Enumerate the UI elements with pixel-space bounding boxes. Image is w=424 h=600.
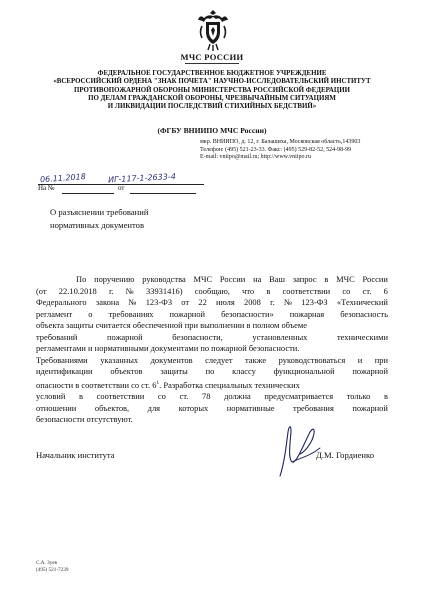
body-word: в — [79, 391, 84, 402]
reply-from-label: от — [118, 184, 125, 192]
body-line — [36, 309, 388, 321]
body-word: соответствии — [96, 391, 145, 402]
reply-no-label: На № — [38, 184, 55, 192]
body-line — [36, 332, 388, 344]
body-line — [36, 378, 388, 391]
body-word: должна — [224, 391, 251, 402]
body-word: России — [362, 274, 388, 284]
body-word: безопасности, — [172, 331, 223, 342]
registration-number: ИГ-117-1-2633-4 — [107, 171, 177, 185]
body-line — [36, 355, 388, 367]
body-word: условий — [36, 391, 66, 402]
subject-line: О разъяснении требований — [50, 207, 149, 217]
body-word: России — [219, 274, 246, 284]
body-word: следует — [205, 354, 233, 365]
body-word: безопасности» — [221, 308, 274, 319]
body-word: закона — [95, 297, 120, 308]
executor-phone: (495) 521-7239 — [36, 566, 69, 573]
body-word: ст. — [362, 285, 372, 296]
body-word: ст. — [179, 391, 189, 402]
phone-fax-line: Телефон: (495) 521-23-33. Факс: (495) 529-82-52, 524-98-99 — [200, 146, 352, 153]
body-word: по — [205, 366, 215, 377]
body-word: Требованиями — [36, 354, 88, 365]
body-word: пожарной — [352, 402, 388, 413]
body-word: Ваш — [269, 274, 285, 284]
body-word: отношении — [36, 402, 77, 413]
body-word: соответствии — [282, 285, 331, 296]
body-text: опасности в соответствии со ст. 6 — [36, 379, 157, 390]
body-word: пожарной — [169, 308, 206, 319]
body-word: для — [147, 402, 161, 413]
body-word: на — [253, 274, 262, 284]
reply-no-blank — [62, 193, 114, 194]
footnote-mark: 1 — [156, 379, 160, 386]
body-word: безопасность — [340, 308, 388, 319]
body-word: требованиях — [108, 308, 154, 319]
body-word: со — [157, 391, 166, 402]
body-word: пожарной — [352, 366, 388, 377]
body-word: идентификации — [36, 366, 93, 377]
body-word: со — [342, 285, 351, 296]
body-word: объектов — [110, 366, 143, 377]
letter-body — [36, 274, 388, 426]
body-word: предусматривается — [264, 391, 334, 402]
reply-reference — [38, 184, 238, 196]
body-word: 6 — [383, 285, 388, 296]
body-word: руководствоваться — [278, 354, 346, 365]
body-word: в — [266, 285, 271, 296]
body-line — [36, 274, 388, 286]
mchs-emblem-icon — [196, 8, 230, 52]
body-word: запрос — [292, 274, 317, 284]
body-word: «Технический — [336, 297, 388, 308]
body-word: также — [245, 354, 267, 365]
ministry-underline — [185, 63, 239, 64]
body-word: классу — [232, 366, 256, 377]
body-word: техническими — [336, 331, 388, 342]
body-word: нормативные — [226, 402, 275, 413]
body-word: и — [357, 354, 363, 365]
subject-line: нормативных документов — [50, 220, 145, 230]
body-word: 78 — [202, 391, 211, 402]
signer-name: Д.М. Гордиенко — [316, 450, 375, 460]
executor-info — [36, 560, 68, 573]
ministry-name: МЧС РОССИИ — [180, 52, 244, 62]
body-word: 22.10.2018 — [58, 285, 97, 296]
body-line — [36, 391, 388, 403]
body-word: при — [374, 354, 388, 365]
body-text: . Разработка специальных технических — [159, 379, 300, 390]
body-line: регламентами и нормативными документами по пожарной безопасности. — [36, 343, 300, 354]
body-word: МЧС — [336, 274, 355, 284]
org-line: «ВСЕРОССИЙСКИЙ ОРДЕНА "ЗНАК ПОЧЕТА" НАУЧНО-ИССЛЕДОВАТЕЛЬСКИЙ ИНСТИТУТ — [53, 78, 371, 86]
body-word: поручению — [94, 274, 135, 284]
org-line: ПРОТИВОПОЖАРНОЙ ОБОРОНЫ МИНИСТЕРСТВА РОССИЙСКОЙ ФЕДЕРАЦИИ — [74, 86, 350, 94]
body-word: По — [76, 274, 87, 284]
reply-from-blank — [130, 193, 196, 194]
body-word: пожарной — [107, 331, 143, 342]
handwritten-signature — [270, 418, 326, 478]
address-line: мкр. ВНИИПО, д. 12, г. Балашиха, Московская область,143903 — [200, 139, 361, 145]
organization-name — [40, 70, 384, 111]
body-word: в — [383, 391, 388, 402]
org-line: ФЕДЕРАЛЬНОЕ ГОСУДАРСТВЕННОЕ БЮДЖЕТНОЕ УЧРЕЖДЕНИЕ — [97, 70, 327, 77]
organization-short-name: (ФГБУ ВНИИПО МЧС России) — [157, 126, 267, 135]
body-word: в — [324, 274, 329, 284]
signer-position: Начальник института — [36, 450, 115, 460]
body-word: указанных — [100, 354, 139, 365]
body-line — [36, 366, 388, 378]
body-word: о — [88, 308, 93, 319]
body-word: г. — [108, 285, 114, 296]
body-line — [36, 286, 388, 298]
body-word: 123-ФЗ — [301, 297, 328, 308]
body-word: что — [242, 285, 255, 296]
body-word: МЧС — [193, 274, 213, 284]
body-word: 33931416) — [146, 285, 183, 296]
body-word: 2008 — [243, 297, 261, 308]
body-word: только — [346, 391, 371, 402]
body-word: № — [125, 285, 134, 296]
body-word: которых — [178, 402, 209, 413]
body-word: № — [128, 297, 137, 308]
body-word: установленных — [252, 331, 308, 342]
body-word: требования — [293, 402, 334, 413]
body-word: от — [181, 297, 190, 308]
email-web-line: E-mail: vniipo@mail.ru; http://www.vniipo.ru — [200, 154, 311, 161]
registration-date: 06.11.2018 — [39, 172, 87, 185]
body-word: документов — [150, 354, 193, 365]
body-word: требований — [36, 331, 78, 342]
body-word: июля — [216, 297, 235, 308]
body-line: объекта защиты считается обеспеченной при выполнении в полном объеме — [36, 320, 307, 331]
body-word: Федерального — [36, 297, 87, 308]
org-line: И ЛИКВИДАЦИИ ПОСЛЕДСТВИЙ СТИХИЙНЫХ БЕДСТВИЙ» — [107, 103, 317, 111]
letter-subject — [50, 206, 250, 232]
executor-name: С.А. Зуев — [36, 560, 57, 566]
body-word: (от — [36, 285, 47, 296]
body-word: 123-ФЗ — [145, 297, 173, 308]
body-word: пожарная — [289, 308, 325, 319]
body-word: № — [283, 297, 293, 308]
body-line — [36, 297, 388, 309]
body-word: защиты — [160, 366, 188, 377]
contact-block — [200, 139, 424, 162]
body-word: регламент — [36, 308, 73, 319]
body-line — [36, 403, 388, 415]
body-line: безопасности отсутствуют. — [36, 414, 133, 425]
body-word: руководства — [142, 274, 186, 284]
body-word: сообщаю, — [194, 285, 230, 296]
org-line: ПО ДЕЛАМ ГРАЖДАНСКОЙ ОБОРОНЫ, ЧРЕЗВЫЧАЙНЫМ СИТУАЦИЯМ — [88, 94, 336, 102]
body-word: функциональной — [273, 366, 335, 377]
body-word: объектов, — [94, 402, 130, 413]
body-word: 22 — [198, 297, 207, 308]
body-word: г. — [270, 297, 275, 308]
